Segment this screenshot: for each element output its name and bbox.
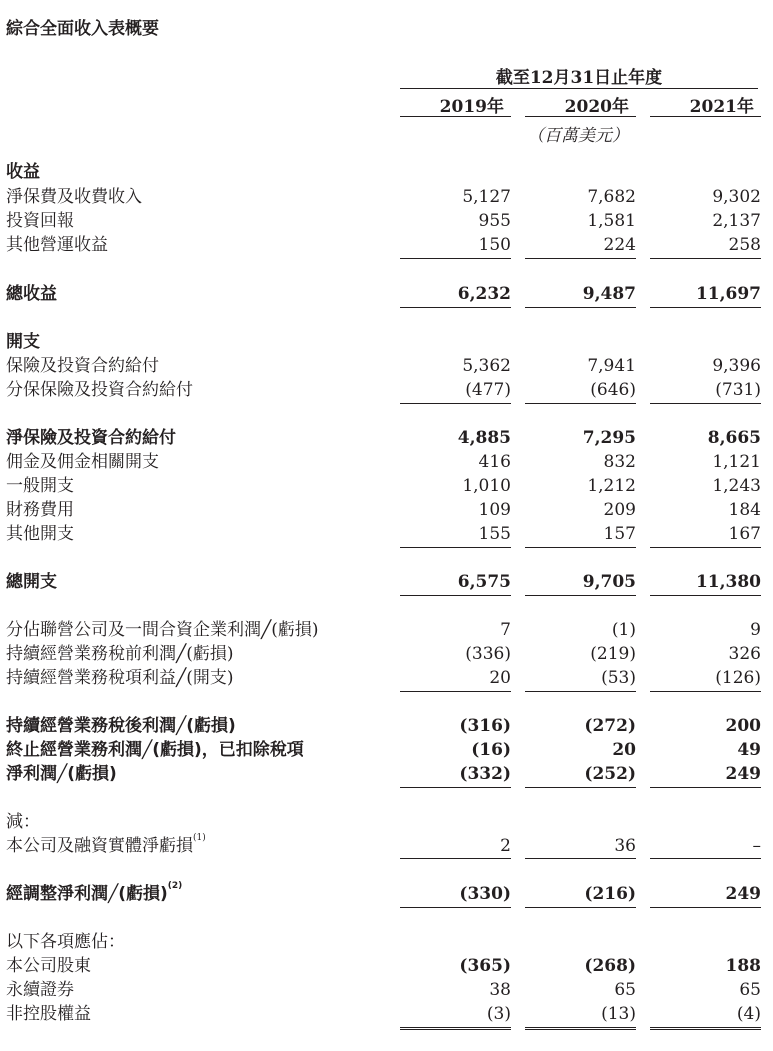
value-cell: 9,705 <box>582 572 636 592</box>
value-cell: 6,575 <box>457 572 511 592</box>
column-rule <box>650 907 761 908</box>
column-rule <box>400 691 511 692</box>
value-cell: 1,212 <box>587 476 636 496</box>
row-label: 一般開支 <box>6 476 74 496</box>
value-cell: 11,697 <box>695 284 761 304</box>
value-cell: (126) <box>715 668 761 688</box>
value-cell: 5,127 <box>462 187 511 207</box>
row-label: 分保保險及投資合約給付 <box>6 380 193 400</box>
value-cell: (731) <box>715 380 761 400</box>
table-row <box>0 450 773 474</box>
value-cell: 1,121 <box>712 452 761 472</box>
statement-title: 綜合全面收入表概要 <box>6 19 159 39</box>
row-label: 持續經營業務稅項利益╱(開支) <box>6 668 234 688</box>
row-label: 本公司股東 <box>6 956 91 976</box>
table-row <box>0 209 773 233</box>
value-cell: (646) <box>590 380 636 400</box>
column-rule <box>650 547 761 548</box>
value-cell: 184 <box>728 500 761 520</box>
value-cell: 1,010 <box>462 476 511 496</box>
row-label: 本公司及融資實體淨虧損$^{(1)}$ <box>6 833 206 856</box>
row-label: 終止經營業務利潤╱(虧損)，已扣除稅項 <box>6 740 304 760</box>
row-label: 以下各項應佔： <box>6 932 125 952</box>
value-cell: (330) <box>459 884 511 904</box>
table-row <box>0 1002 773 1026</box>
row-label: 持續經營業務稅後利潤╱(虧損) <box>6 716 236 736</box>
value-cell: (332) <box>459 764 511 784</box>
table-row <box>0 378 773 402</box>
value-cell: 11,380 <box>695 572 761 592</box>
value-cell: 1,243 <box>712 476 761 496</box>
value-cell: (13) <box>601 1004 636 1024</box>
row-label: 淨利潤╱(虧損) <box>6 764 117 784</box>
double-underline <box>525 1027 636 1033</box>
column-rule <box>400 595 511 596</box>
value-cell: 49 <box>737 740 761 760</box>
value-cell: 224 <box>603 235 636 255</box>
row-label: 淨保險及投資合約給付 <box>6 428 176 448</box>
value-cell: 6,232 <box>457 284 511 304</box>
year-underline <box>400 116 511 117</box>
column-rule <box>525 547 636 548</box>
value-cell: 150 <box>478 235 511 255</box>
value-cell: 9,302 <box>712 187 761 207</box>
row-label: 淨保費及收費收入 <box>6 187 142 207</box>
value-cell: 2,137 <box>712 211 761 231</box>
column-rule <box>525 258 636 259</box>
column-rule <box>650 858 761 859</box>
value-cell: (16) <box>471 740 511 760</box>
table-row <box>0 522 773 546</box>
value-cell: (219) <box>590 644 636 664</box>
table-row <box>0 185 773 209</box>
table-row <box>0 954 773 978</box>
column-rule <box>650 691 761 692</box>
period-underline <box>400 88 758 89</box>
value-cell: – <box>752 836 761 856</box>
year-2019-header: 2019年 <box>439 97 504 117</box>
value-cell: 155 <box>478 524 511 544</box>
footnote-marker: (2) <box>167 881 183 892</box>
column-rule <box>650 595 761 596</box>
row-label: 經調整淨利潤╱(虧損)$^{(2)}$ <box>6 881 183 904</box>
column-rule <box>400 858 511 859</box>
year-2021-header: 2021年 <box>689 97 754 117</box>
column-rule <box>525 787 636 788</box>
value-cell: (4) <box>736 1004 761 1024</box>
table-row <box>0 978 773 1002</box>
value-cell: 8,665 <box>707 428 761 448</box>
column-rule <box>525 403 636 404</box>
table-row <box>0 474 773 498</box>
value-cell: 20 <box>612 740 636 760</box>
row-label: 分佔聯營公司及一間合資企業利潤╱(虧損) <box>6 620 319 640</box>
value-cell: (365) <box>459 956 511 976</box>
table-row <box>0 810 773 834</box>
table-row <box>0 618 773 642</box>
value-cell: 200 <box>725 716 761 736</box>
row-label: 佣金及佣金相關開支 <box>6 452 159 472</box>
value-cell: 65 <box>614 980 636 1000</box>
column-rule <box>400 787 511 788</box>
value-cell: 9,487 <box>582 284 636 304</box>
value-cell: 2 <box>500 836 511 856</box>
double-underline <box>400 1027 511 1033</box>
value-cell: 9 <box>750 620 761 640</box>
column-rule <box>400 907 511 908</box>
value-cell: 1,581 <box>587 211 636 231</box>
row-label: 總收益 <box>6 284 57 304</box>
year-2020-header: 2020年 <box>564 97 629 117</box>
value-cell: 65 <box>739 980 761 1000</box>
value-cell: 416 <box>478 452 511 472</box>
table-row <box>0 834 773 858</box>
row-label: 總開支 <box>6 572 57 592</box>
year-underline <box>650 116 761 117</box>
value-cell: 209 <box>603 500 636 520</box>
column-rule <box>650 307 761 308</box>
table-row <box>0 930 773 954</box>
column-rule <box>400 258 511 259</box>
value-cell: (3) <box>486 1004 511 1024</box>
column-rule <box>525 307 636 308</box>
value-cell: (316) <box>459 716 511 736</box>
value-cell: (252) <box>584 764 636 784</box>
value-cell: 249 <box>725 764 761 784</box>
column-rule <box>400 547 511 548</box>
value-cell: 7,941 <box>587 356 636 376</box>
value-cell: 249 <box>725 884 761 904</box>
column-rule <box>525 691 636 692</box>
value-cell: 188 <box>725 956 761 976</box>
row-label: 開支 <box>6 332 40 352</box>
table-row <box>0 738 773 762</box>
value-cell: (477) <box>465 380 511 400</box>
row-label: 減： <box>6 812 40 832</box>
value-cell: 9,396 <box>712 356 761 376</box>
table-row <box>0 160 773 184</box>
value-cell: 832 <box>603 452 636 472</box>
table-row <box>0 354 773 378</box>
value-cell: 36 <box>614 836 636 856</box>
year-underline <box>525 116 636 117</box>
value-cell: (272) <box>584 716 636 736</box>
value-cell: 7 <box>500 620 511 640</box>
column-rule <box>525 907 636 908</box>
footnote-marker: (1) <box>193 833 206 844</box>
value-cell: 38 <box>489 980 511 1000</box>
table-row <box>0 762 773 786</box>
row-label: 非控股權益 <box>6 1004 91 1024</box>
double-underline <box>650 1027 761 1033</box>
column-rule <box>400 307 511 308</box>
row-label: 收益 <box>6 162 40 182</box>
value-cell: 258 <box>728 235 761 255</box>
table-row <box>0 282 773 306</box>
table-row <box>0 642 773 666</box>
table-row <box>0 426 773 450</box>
table-row <box>0 498 773 522</box>
value-cell: (53) <box>601 668 636 688</box>
row-label: 永續證券 <box>6 980 74 1000</box>
value-cell: 109 <box>478 500 511 520</box>
period-header: 截至12月31日止年度 <box>495 68 663 88</box>
value-cell: 7,682 <box>587 187 636 207</box>
column-rule <box>525 595 636 596</box>
column-rule <box>650 403 761 404</box>
column-rule <box>650 787 761 788</box>
value-cell: (1) <box>611 620 636 640</box>
row-label: 其他開支 <box>6 524 74 544</box>
column-rule <box>400 403 511 404</box>
value-cell: (336) <box>465 644 511 664</box>
column-rule <box>525 858 636 859</box>
table-row <box>0 714 773 738</box>
value-cell: 955 <box>478 211 511 231</box>
value-cell: 4,885 <box>457 428 511 448</box>
value-cell: 20 <box>489 668 511 688</box>
row-label: 投資回報 <box>6 211 74 231</box>
value-cell: 157 <box>603 524 636 544</box>
table-row <box>0 233 773 257</box>
value-cell: 5,362 <box>462 356 511 376</box>
row-label: 保險及投資合約給付 <box>6 356 159 376</box>
table-row <box>0 666 773 690</box>
row-label: 其他營運收益 <box>6 235 108 255</box>
value-cell: (216) <box>584 884 636 904</box>
row-label: 持續經營業務稅前利潤╱(虧損) <box>6 644 234 664</box>
table-row <box>0 882 773 906</box>
table-row <box>0 330 773 354</box>
column-rule <box>650 258 761 259</box>
table-row <box>0 570 773 594</box>
value-cell: 7,295 <box>582 428 636 448</box>
unit-label: （百萬美元） <box>527 126 629 146</box>
value-cell: 167 <box>728 524 761 544</box>
value-cell: 326 <box>728 644 761 664</box>
row-label: 財務費用 <box>6 500 74 520</box>
value-cell: (268) <box>584 956 636 976</box>
